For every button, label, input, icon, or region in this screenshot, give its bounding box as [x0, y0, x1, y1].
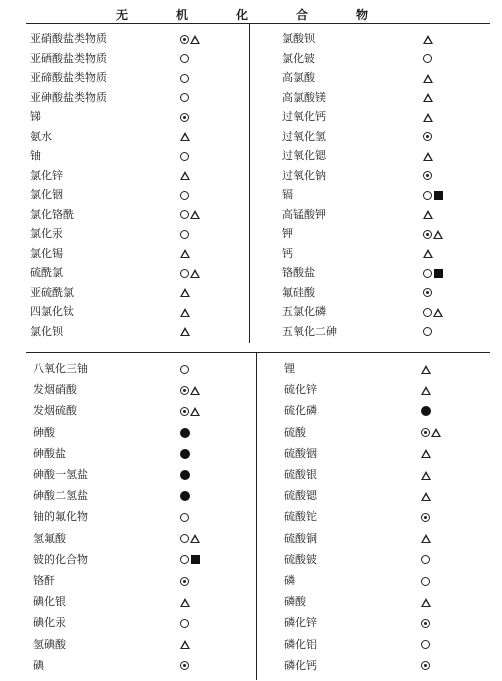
compound-name: 五氧化二砷 — [282, 324, 337, 338]
hazard-symbols — [421, 532, 431, 546]
compound-name: 碘化银 — [33, 595, 66, 609]
hazard-symbols — [423, 52, 432, 66]
triangle-icon — [180, 308, 190, 317]
compound-name: 磷化钙 — [284, 658, 317, 672]
section-rule — [26, 352, 490, 353]
compound-name: 硫酸铜 — [284, 531, 317, 545]
hazard-symbols — [421, 659, 430, 673]
hazard-symbols — [423, 169, 432, 183]
hazard-symbols — [180, 52, 189, 66]
filled-circle-icon — [421, 406, 431, 416]
hazard-symbols — [180, 110, 189, 124]
circle-icon — [423, 54, 432, 63]
circle-icon — [423, 269, 432, 278]
compound-name: 铬酐 — [33, 574, 55, 587]
triangle-icon — [190, 210, 200, 219]
hazard-symbols — [423, 71, 433, 85]
circle-icon — [421, 577, 430, 586]
triangle-icon — [433, 230, 443, 239]
compound-name: 八氧化三铀 — [33, 362, 88, 375]
hazard-symbols — [180, 510, 189, 524]
triangle-icon — [180, 132, 190, 141]
hazard-symbols — [423, 208, 433, 222]
compound-name: 硫酸铊 — [284, 510, 317, 524]
hazard-symbols — [180, 595, 190, 609]
compound-name: 发烟硫酸 — [33, 404, 77, 418]
compound-name: 氯化锌 — [30, 168, 63, 182]
filled-circle-icon — [180, 449, 190, 459]
compound-name: 氨水 — [30, 129, 52, 143]
circle-icon — [180, 555, 189, 564]
hazard-symbols — [423, 266, 443, 280]
filled-circle-icon — [180, 428, 190, 438]
hazard-symbols — [423, 325, 432, 339]
hazard-symbols — [423, 227, 443, 241]
hazard-symbols — [180, 247, 190, 261]
compound-name: 高氯酸 — [282, 71, 315, 84]
compound-name: 磷酸 — [284, 595, 306, 609]
compound-name: 硫化锌 — [284, 383, 317, 397]
hazard-symbols — [423, 188, 443, 202]
circle-icon — [180, 210, 189, 219]
hazard-symbols — [180, 325, 190, 339]
hazard-symbols — [180, 532, 200, 546]
upper-column-divider — [249, 23, 250, 343]
hazard-symbols — [180, 32, 200, 46]
hazard-symbols — [180, 286, 190, 300]
hazard-symbols — [180, 383, 200, 397]
hazard-symbols — [180, 305, 190, 319]
hazard-symbols — [180, 188, 189, 202]
hazard-symbols — [180, 638, 190, 652]
circle-icon — [180, 365, 189, 374]
hazard-symbols — [423, 247, 433, 261]
compound-name: 过氧化钙 — [282, 110, 326, 123]
hazard-symbols — [180, 489, 190, 503]
triangle-icon — [421, 386, 431, 395]
compound-name: 氯化铟 — [30, 188, 63, 201]
triangle-icon — [421, 598, 431, 607]
triangle-icon — [180, 171, 190, 180]
hazard-symbols — [423, 130, 432, 144]
hazard-symbols — [180, 169, 190, 183]
circle-icon — [180, 93, 189, 102]
hazard-symbols — [421, 426, 441, 440]
compound-name: 亚砷酸盐类物质 — [30, 90, 107, 104]
hazard-symbols — [180, 130, 190, 144]
compound-name: 过氧化氢 — [282, 129, 326, 143]
compound-name: 氯酸钡 — [282, 32, 315, 45]
circle-icon — [421, 555, 430, 564]
triangle-icon — [180, 249, 190, 258]
hazard-symbols — [180, 659, 189, 673]
circle-icon — [180, 269, 189, 278]
compound-name: 四氯化钛 — [30, 305, 74, 318]
circle-icon — [180, 191, 189, 200]
compound-name: 硫酸银 — [284, 468, 317, 481]
compound-name: 砷酸二氢盐 — [33, 489, 88, 503]
table-title: 无 机 化 合 物 — [115, 8, 386, 22]
circle-icon — [423, 191, 432, 200]
hazard-symbols — [180, 426, 190, 440]
hazard-symbols — [423, 149, 433, 163]
compound-name: 磷化铝 — [284, 637, 317, 651]
compound-name: 硫酰氯 — [30, 266, 63, 279]
triangle-icon — [423, 152, 433, 161]
hazard-symbols — [421, 510, 430, 524]
circle-icon — [180, 54, 189, 63]
circle-icon — [180, 619, 189, 628]
hazard-symbols — [180, 447, 190, 461]
compound-name: 氯化铍 — [282, 51, 315, 65]
triangle-icon — [423, 74, 433, 83]
triangle-icon — [421, 471, 431, 480]
hazard-symbols — [180, 208, 200, 222]
hazard-symbols — [421, 468, 431, 482]
hazard-symbols — [180, 227, 189, 241]
hazard-symbols — [180, 404, 200, 418]
hazard-symbols — [421, 489, 431, 503]
triangle-icon — [421, 449, 431, 458]
compound-name: 氯化锡 — [30, 246, 63, 260]
hazard-symbols — [421, 404, 431, 418]
compound-name: 碘化汞 — [33, 616, 66, 630]
hazard-symbols — [180, 71, 189, 85]
compound-name: 硫酸铟 — [284, 446, 317, 460]
compound-name: 铬酸盐 — [282, 266, 315, 279]
compound-name: 亚硫酰氯 — [30, 285, 74, 299]
compound-name: 砷酸一氢盐 — [33, 468, 88, 481]
triangle-icon — [190, 407, 200, 416]
triangle-icon — [423, 210, 433, 219]
hazard-symbols — [180, 362, 189, 376]
compound-name: 氟硅酸 — [282, 285, 315, 299]
circle-icon — [180, 74, 189, 83]
triangle-icon — [431, 428, 441, 437]
triangle-icon — [190, 386, 200, 395]
triangle-icon — [180, 327, 190, 336]
dot-circle-icon — [180, 35, 189, 44]
compound-name: 钙 — [282, 246, 293, 260]
hazard-symbols — [423, 305, 443, 319]
hazard-symbols — [421, 616, 430, 630]
dot-circle-icon — [423, 171, 432, 180]
hazard-symbols — [180, 91, 189, 105]
compound-name: 发烟硝酸 — [33, 383, 77, 397]
dot-circle-icon — [423, 288, 432, 297]
compound-name: 锂 — [284, 362, 295, 375]
compound-name: 过氧化锶 — [282, 149, 326, 162]
compound-name: 磷化锌 — [284, 616, 317, 630]
triangle-icon — [190, 269, 200, 278]
triangle-icon — [421, 492, 431, 501]
hazard-symbols — [423, 110, 433, 124]
compound-name: 镉 — [282, 188, 293, 201]
triangle-icon — [421, 534, 431, 543]
compound-name: 钾 — [282, 227, 293, 240]
hazard-symbols — [421, 553, 430, 567]
hazard-symbols — [421, 574, 430, 588]
compound-name: 高锰酸钾 — [282, 207, 326, 221]
compound-name: 氯化铬酰 — [30, 207, 74, 221]
compound-name: 过氧化钠 — [282, 168, 326, 182]
filled-circle-icon — [180, 470, 190, 480]
circle-icon — [180, 152, 189, 161]
circle-icon — [423, 327, 432, 336]
compound-name: 砷酸盐 — [33, 446, 66, 460]
triangle-icon — [180, 598, 190, 607]
filled-square-icon — [191, 555, 200, 564]
triangle-icon — [421, 365, 431, 374]
dot-circle-icon — [421, 428, 430, 437]
dot-circle-icon — [423, 230, 432, 239]
compound-name: 氯化钡 — [30, 324, 63, 338]
compound-name: 铍的化合物 — [33, 552, 88, 566]
hazard-symbols — [180, 616, 189, 630]
compound-name: 五氯化磷 — [282, 305, 326, 318]
hazard-symbols — [180, 574, 189, 588]
compound-name: 硫化磷 — [284, 404, 317, 418]
hazard-symbols — [423, 286, 432, 300]
compound-name: 亚碲酸盐类物质 — [30, 71, 107, 84]
compound-name: 磷 — [284, 574, 295, 587]
compound-name: 碘 — [33, 658, 44, 672]
compound-name: 硫酸 — [284, 425, 306, 439]
dot-circle-icon — [421, 619, 430, 628]
filled-square-icon — [434, 191, 443, 200]
circle-icon — [180, 534, 189, 543]
compound-name: 氯化汞 — [30, 227, 63, 240]
dot-circle-icon — [180, 661, 189, 670]
triangle-icon — [180, 640, 190, 649]
top-rule — [26, 23, 490, 24]
compound-name: 氢氟酸 — [33, 531, 66, 545]
triangle-icon — [190, 534, 200, 543]
hazard-symbols — [421, 447, 431, 461]
compound-name: 硫酸锶 — [284, 489, 317, 503]
lower-column-divider — [256, 352, 257, 680]
hazard-symbols — [421, 595, 431, 609]
compound-name: 铀的氟化物 — [33, 510, 88, 524]
circle-icon — [423, 308, 432, 317]
compound-name: 硫酸铍 — [284, 552, 317, 566]
triangle-icon — [423, 35, 433, 44]
dot-circle-icon — [180, 577, 189, 586]
hazard-symbols — [421, 362, 431, 376]
dot-circle-icon — [421, 513, 430, 522]
triangle-icon — [190, 35, 200, 44]
triangle-icon — [423, 249, 433, 258]
filled-square-icon — [434, 269, 443, 278]
compound-name: 亚硒酸盐类物质 — [30, 51, 107, 65]
triangle-icon — [180, 288, 190, 297]
circle-icon — [180, 230, 189, 239]
hazard-symbols — [180, 266, 200, 280]
hazard-symbols — [180, 468, 190, 482]
hazard-symbols — [423, 32, 433, 46]
filled-circle-icon — [180, 491, 190, 501]
compound-name: 铀 — [30, 149, 41, 162]
hazard-symbols — [180, 149, 189, 163]
hazard-symbols — [423, 91, 433, 105]
triangle-icon — [423, 113, 433, 122]
compound-name: 锑 — [30, 110, 41, 123]
compound-name: 亚硝酸盐类物质 — [30, 32, 107, 45]
dot-circle-icon — [180, 407, 189, 416]
circle-icon — [180, 513, 189, 522]
hazard-symbols — [421, 638, 430, 652]
compound-name: 氢碘酸 — [33, 637, 66, 651]
compound-name: 高氯酸镁 — [282, 90, 326, 104]
dot-circle-icon — [421, 661, 430, 670]
hazard-symbols — [180, 553, 200, 567]
hazard-symbols — [421, 383, 431, 397]
dot-circle-icon — [180, 386, 189, 395]
dot-circle-icon — [180, 113, 189, 122]
circle-icon — [421, 640, 430, 649]
compound-name: 砷酸 — [33, 425, 55, 439]
triangle-icon — [423, 93, 433, 102]
triangle-icon — [433, 308, 443, 317]
dot-circle-icon — [423, 132, 432, 141]
